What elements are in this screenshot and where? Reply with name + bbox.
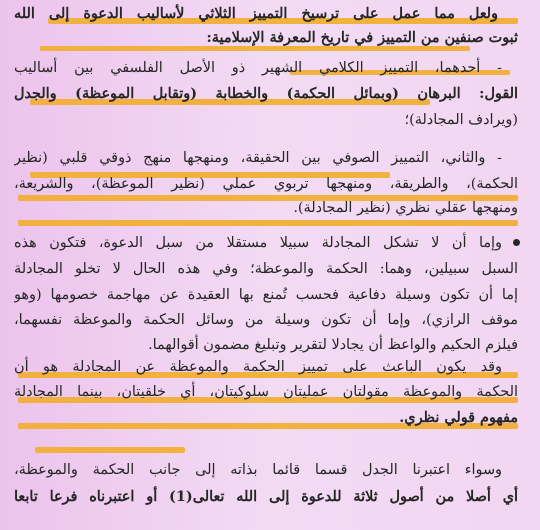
text-line: ثبوت صنفين من التمييز في تاريخ المعرفة الإسلامية:	[206, 29, 518, 46]
text-line: القول: البرهان (وبمائل الحكمة) والخطابة (وتقابل الموعظة) والجدل	[14, 85, 518, 102]
text-line: مفهوم قولي نظري.	[399, 409, 518, 426]
text-line: (ويرادف المجادلة)؛	[404, 112, 518, 128]
text-line: الحكمة والموعظة مقولتان عمليتان سلوكيتان، أي خلقيتان، بينما المجادلة	[14, 384, 518, 400]
text-line: وإما أن لا تشكل المجادلة سبيلا مستقلا من سبل الدعوة، فتكون هذه	[14, 235, 502, 251]
text-line: - أحدهما، التمييز الكلامي الشهير ذو الأصل الفلسفي بين أساليب	[14, 60, 502, 76]
text-line: ومنهجها عقلي نظري (نظير المجادلة).	[293, 200, 518, 216]
text-line: السبل سبيلين، وهما: الحكمة والموعظة؛ وفي هذه الحال لا تخلو المجادلة	[14, 261, 518, 277]
highlight-mark	[18, 220, 518, 226]
text-line: - والثاني، التمييز الصوفي بين الحقيقة، ومنهجها منهج ذوقي قلبي (نظير	[14, 150, 502, 166]
text-line: أي أصلا من أصول ثلاثة للدعوة إلى الله تعالى(1) أو اعتبرناه فرعا تابعا	[14, 488, 518, 505]
bullet-icon	[513, 239, 520, 246]
highlight-mark	[35, 447, 185, 453]
text-line: ولعل مما عمل على ترسيخ التمييز الثلاثي لأساليب الدعوة إلى الله	[14, 5, 498, 22]
text-line: وسواء اعتبرنا الجدل قسما قائما بذاته إلى جانب الحكمة والموعظة،	[14, 462, 502, 478]
text-line: الحكمة)، والطريقة، ومنهجها تربوي عملي (نظير الموعظة)، والشريعة،	[14, 176, 518, 192]
text-line: فيلزم الحكيم والواعظ أن يجادلا لتقرير وتبليغ مضمون أقوالهما.	[148, 337, 518, 353]
text-line: موقف الرازي)، وإما أن تكون وسيلة من وسائل الحكمة والموعظة نفسهما،	[14, 312, 518, 328]
text-line: إما أن تكون وسيلة دفاعية فحسب تُمنع بها العقيدة عن مهاجمة خصومها (وهو	[14, 287, 518, 303]
text-line: وقد يكون الباعث على تمييز الحكمة والموعظة عن المجادلة هو أن	[14, 359, 502, 375]
